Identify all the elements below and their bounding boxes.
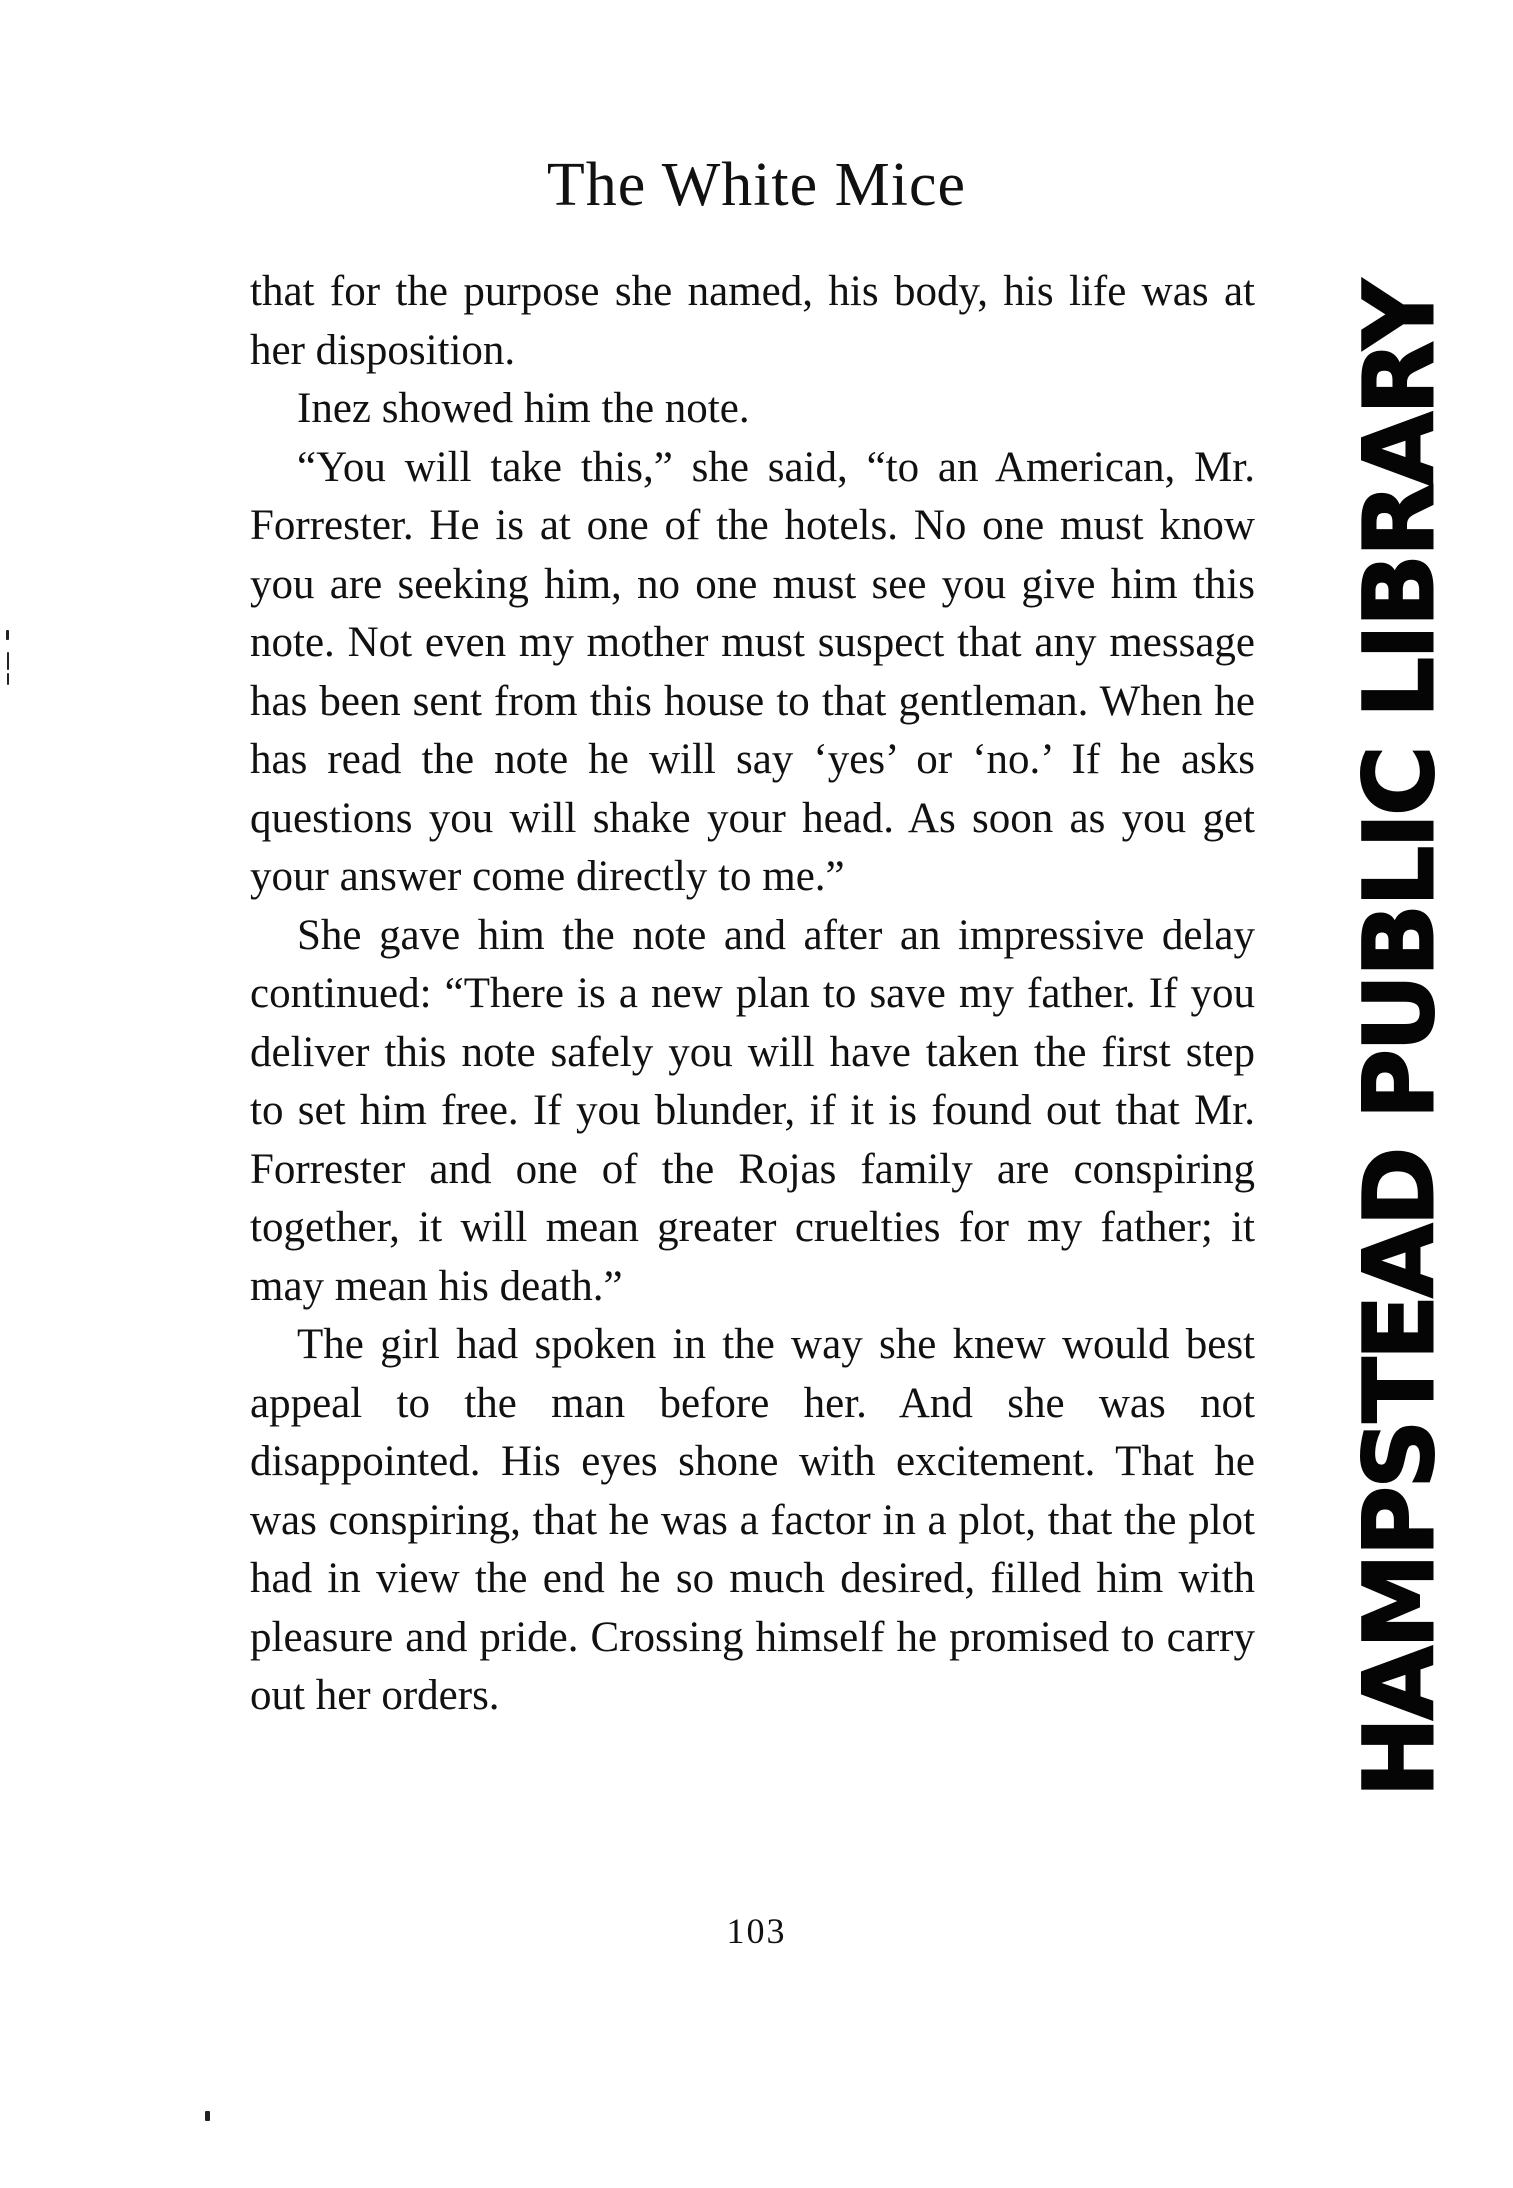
page-number: 103 xyxy=(726,1911,787,1951)
scan-speck xyxy=(205,2111,210,2121)
paragraph-3: “You will take this,” she said, “to an American, Mr. Forrester. He is at one of the hotels. No one must know you are seeking him, no one must see you give him this note. Not even my mother must suspect that any message has been sent from this house to that gentleman. When he has read the note he will say ‘yes’ or ‘no.’ If he asks questions you will shake your head. As soon as you get your answer come directly to me.” xyxy=(250,443,1255,900)
paragraph-5: The girl had spoken in the way she knew would best appeal to the man before her. And she was not disappointed. His eyes shone with excitement. That he was conspiring, that he was a factor in a plot, that the plot had in view the end he so much desired, filled him with pleasure and pride. Crossing himself he promised to carry out her orders. xyxy=(250,1321,1255,1719)
running-head: The White Mice xyxy=(546,151,967,219)
paragraph-2: Inez showed him the note. xyxy=(297,385,750,432)
library-stamp xyxy=(1340,282,1458,1798)
scan-speck xyxy=(7,652,9,670)
body-text xyxy=(250,263,1255,1726)
paragraph-1: that for the purpose she named, his body, his life was at her disposition. xyxy=(250,268,1255,374)
scan-speck xyxy=(6,630,9,640)
library-stamp-text: HAMPSTEAD PUBLIC LIBRARY xyxy=(1343,282,1456,1798)
paragraph-4: She gave him the note and after an impressive delay continued: “There is a new plan to save my father. If you deliver this note safely you will have taken the first step to set him free. If you blunder, if it is found out that Mr. Forrester and one of the Rojas family are conspiring together, it will mean greater cruelties for my father; it may mean his death.” xyxy=(250,911,1255,1310)
scan-speck xyxy=(7,673,9,685)
